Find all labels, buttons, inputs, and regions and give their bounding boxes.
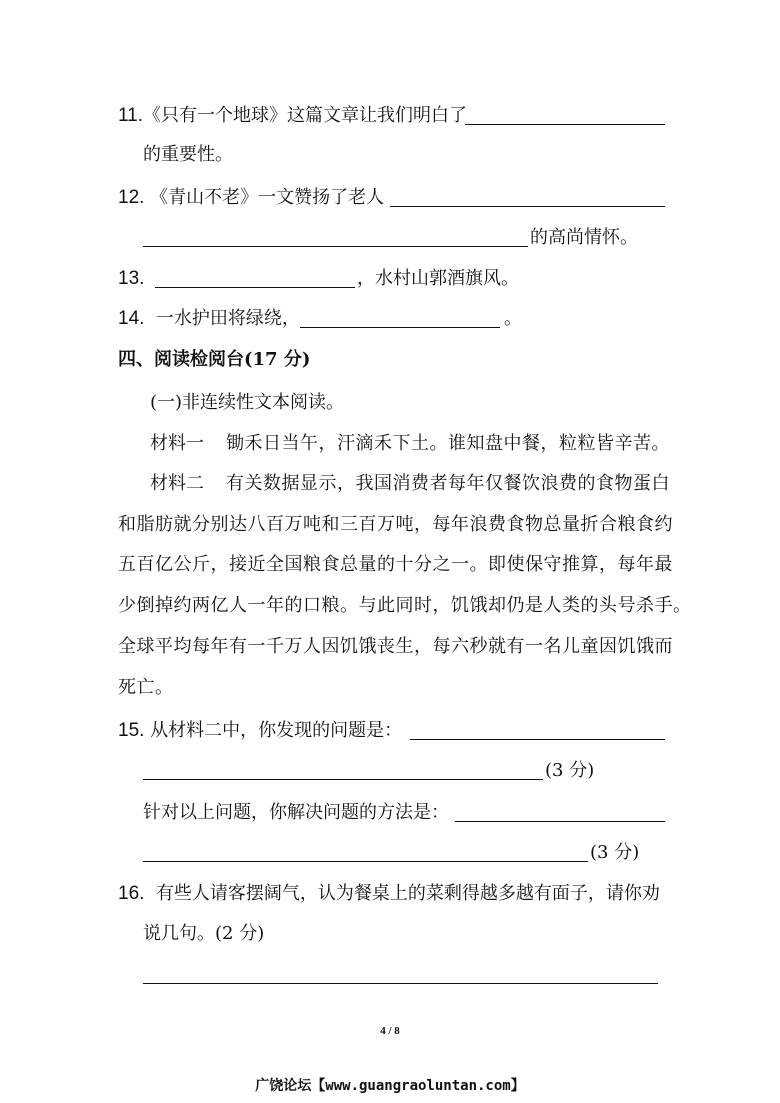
- q16-answer-blank[interactable]: [143, 983, 658, 984]
- material2-line-1: [150, 472, 670, 496]
- q16-number: 16.: [118, 883, 145, 904]
- q15-number: 15.: [118, 720, 145, 741]
- q15-score-1: (3 分): [545, 760, 595, 781]
- q13-line: [118, 267, 144, 291]
- q12-number: 12.: [118, 187, 145, 208]
- q13-text: ，水村山郭酒旗风。: [357, 268, 519, 289]
- q15-answer-blank-2[interactable]: [143, 779, 543, 780]
- q11-number: 11.: [118, 105, 144, 126]
- q15-line: [118, 719, 402, 743]
- q14-line: [118, 307, 300, 331]
- q12-answer-blank-1[interactable]: [390, 206, 665, 207]
- material2-text-1: 有关数据显示，我国消费者每年仅餐饮浪费的食物蛋白: [226, 473, 670, 494]
- section-subtitle: (一)非连续性文本阅读。: [150, 392, 345, 413]
- material2-text-6: 死亡。: [118, 677, 174, 698]
- q12-answer-blank-2[interactable]: [143, 246, 528, 247]
- q13-number: 13.: [118, 268, 145, 289]
- q13-answer-blank[interactable]: [155, 287, 355, 288]
- site-watermark: 广饶论坛【www.guangraoluntan.com】: [255, 1078, 525, 1094]
- q12-line: [118, 186, 384, 210]
- q15-text: 从材料二中，你发现的问题是：: [150, 720, 403, 741]
- material2-text-2: 和脂肪就分别达八百万吨和三百万吨，每年浪费食物总量折合粮食约: [118, 514, 673, 535]
- material2-label: 材料二: [150, 473, 204, 494]
- material2-text-3: 五百亿公斤，接近全国粮食总量的十分之一。即使保守推算，每年最: [118, 554, 673, 575]
- q11-continuation: 的重要性。: [143, 144, 233, 165]
- q15-score-2: (3 分): [590, 842, 640, 863]
- q14-answer-blank[interactable]: [300, 327, 500, 328]
- q14-end: 。: [504, 308, 522, 329]
- q11-line: [118, 104, 467, 128]
- q14-number: 14.: [118, 308, 145, 329]
- q15-answer-blank-4[interactable]: [143, 861, 588, 862]
- q12-continuation: 的高尚情怀。: [530, 227, 638, 248]
- q11-text: 《只有一个地球》这篇文章让我们明白了: [143, 105, 468, 126]
- q14-text: 一水护田将绿绕，: [155, 308, 300, 329]
- material1-label: 材料一: [150, 433, 204, 454]
- q12-text: 《青山不老》一文赞扬了老人: [150, 187, 385, 208]
- page-number: 4 / 8: [380, 1025, 400, 1037]
- section-title: 四、阅读检阅台(17 分): [118, 349, 311, 370]
- q11-answer-blank[interactable]: [465, 124, 665, 125]
- material1-text: 锄禾日当午，汗滴禾下土。谁知盘中餐，粒粒皆辛苦。: [226, 433, 670, 454]
- q16-continuation: 说几句。(2 分): [143, 923, 265, 944]
- q16-line: [118, 882, 660, 906]
- material1-line: [150, 432, 670, 456]
- material2-text-5: 全球平均每年有一千万人因饥饿丧生，每六秒就有一名儿童因饥饿而: [118, 636, 673, 657]
- q15-answer-blank-1[interactable]: [410, 739, 665, 740]
- q16-text: 有些人请客摆阔气，认为餐桌上的菜剩得越多越有面子，请你劝: [155, 883, 660, 904]
- q15-answer-blank-3[interactable]: [455, 821, 665, 822]
- material2-text-4: 少倒掉约两亿人一年的口粮。与此同时，饥饿却仍是人类的头号杀手。: [118, 595, 692, 616]
- q15-question-2: 针对以上问题，你解决问题的方法是：: [143, 802, 449, 823]
